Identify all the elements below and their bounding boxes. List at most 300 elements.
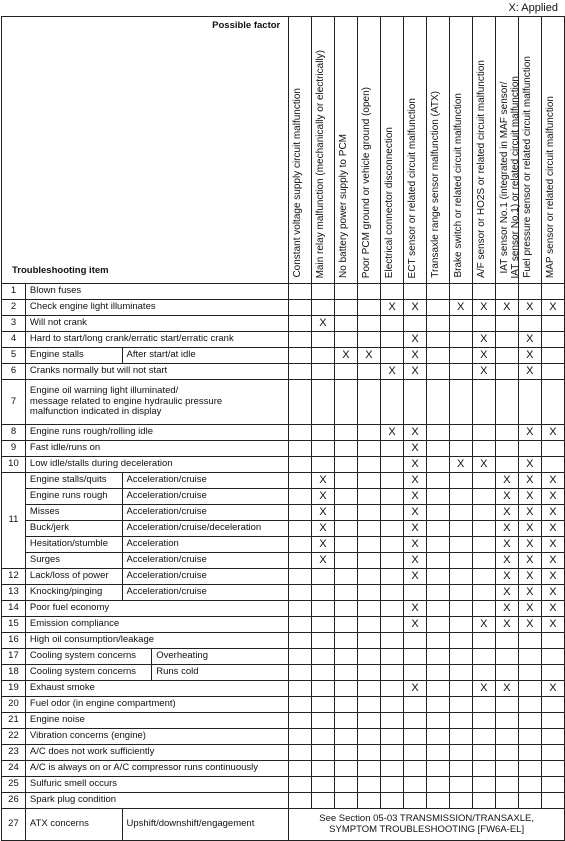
factor-cell: X <box>380 300 403 316</box>
factor-cell <box>311 745 334 761</box>
factor-cell <box>472 601 495 617</box>
factor-cell <box>495 316 518 332</box>
factor-cell: X <box>495 601 518 617</box>
row-number: 4 <box>2 332 26 348</box>
row-number: 27 <box>2 809 26 841</box>
factor-cell <box>311 649 334 665</box>
factor-cell <box>334 713 357 729</box>
factor-cell <box>357 441 380 457</box>
factor-cell <box>311 697 334 713</box>
factor-cell <box>427 505 450 521</box>
table-row <box>2 809 565 841</box>
factor-cell <box>334 425 357 441</box>
factor-cell <box>404 633 427 649</box>
factor-cell <box>357 793 380 809</box>
factor-cell <box>289 441 312 457</box>
factor-cell <box>404 316 427 332</box>
factor-cell <box>311 681 334 697</box>
factor-cell <box>518 681 541 697</box>
factor-header <box>289 17 312 284</box>
factor-cell <box>541 380 564 425</box>
factor-cell <box>334 761 357 777</box>
factor-cell <box>518 777 541 793</box>
row-number: 8 <box>2 425 26 441</box>
factor-cell: X <box>472 681 495 697</box>
factor-label: ECT sensor or related circuit malfunction <box>407 97 419 278</box>
factor-cell <box>334 601 357 617</box>
factor-cell <box>449 585 472 601</box>
factor-cell <box>334 300 357 316</box>
factor-header <box>311 17 334 284</box>
factor-cell <box>357 425 380 441</box>
factor-cell <box>380 729 403 745</box>
possible-factor-label: Possible factor <box>212 20 281 31</box>
factor-cell <box>518 745 541 761</box>
factor-cell <box>541 649 564 665</box>
table-row <box>2 665 565 681</box>
factor-cell <box>472 777 495 793</box>
item-label: High oil consumption/leakage <box>25 633 288 649</box>
factor-cell: X <box>518 521 541 537</box>
factor-cell <box>289 380 312 425</box>
factor-cell <box>380 537 403 553</box>
factor-cell <box>449 617 472 633</box>
row-number: 12 <box>2 569 26 585</box>
factor-cell <box>380 521 403 537</box>
factor-cell <box>541 713 564 729</box>
factor-cell <box>472 697 495 713</box>
factor-cell <box>472 713 495 729</box>
factor-cell <box>541 633 564 649</box>
factor-cell <box>311 284 334 300</box>
table-row <box>2 793 565 809</box>
factor-cell <box>427 697 450 713</box>
factor-cell <box>334 729 357 745</box>
factor-header <box>495 17 521 284</box>
row-number: 3 <box>2 316 26 332</box>
factor-cell <box>495 348 518 364</box>
factor-cell <box>357 617 380 633</box>
factor-cell <box>289 761 312 777</box>
factor-cell <box>472 521 495 537</box>
factor-cell <box>495 284 518 300</box>
item-label: Lack/loss of power <box>25 569 122 585</box>
troubleshooting-item-label: Troubleshooting item <box>12 265 109 277</box>
table-row <box>2 284 565 300</box>
factor-cell <box>472 537 495 553</box>
factor-cell <box>289 364 312 380</box>
table-row <box>2 745 565 761</box>
table-row <box>2 713 565 729</box>
factor-cell: X <box>541 473 564 489</box>
factor-cell <box>289 425 312 441</box>
item-label: Hard to start/long crank/erratic start/erratic crank <box>25 332 288 348</box>
factor-cell <box>289 681 312 697</box>
factor-cell <box>495 793 518 809</box>
factor-cell <box>449 316 472 332</box>
factor-cell: X <box>541 521 564 537</box>
factor-header <box>404 17 427 284</box>
factor-cell <box>404 697 427 713</box>
factor-cell <box>427 633 450 649</box>
item-label: Surges <box>25 553 122 569</box>
factor-label: IAT sensor No.1 (integrated in MAF sensor/ IAT sensor No.1) or related circuit malfunction <box>498 75 521 278</box>
item-label: ATX concerns <box>25 809 122 841</box>
factor-cell <box>472 729 495 745</box>
header-row <box>2 17 565 284</box>
factor-cell: X <box>518 537 541 553</box>
factor-cell: X <box>518 617 541 633</box>
factor-cell <box>334 617 357 633</box>
factor-cell <box>449 364 472 380</box>
item-label: Sulfuric smell occurs <box>25 777 288 793</box>
factor-cell <box>495 761 518 777</box>
factor-cell <box>449 537 472 553</box>
factor-cell: X <box>495 505 518 521</box>
factor-label: Poor PCM ground or vehicle ground (open) <box>360 86 372 278</box>
factor-cell <box>449 649 472 665</box>
factor-cell <box>289 649 312 665</box>
factor-cell <box>289 332 312 348</box>
table-row <box>2 569 565 585</box>
factor-cell: X <box>495 521 518 537</box>
factor-cell <box>357 681 380 697</box>
factor-cell <box>334 537 357 553</box>
factor-cell <box>449 761 472 777</box>
factor-cell <box>518 284 541 300</box>
factor-cell <box>380 745 403 761</box>
factor-cell <box>427 364 450 380</box>
row-number: 25 <box>2 777 26 793</box>
table-row <box>2 380 565 425</box>
factor-cell <box>380 569 403 585</box>
factor-cell: X <box>495 617 518 633</box>
factor-cell <box>427 380 450 425</box>
factor-cell <box>289 537 312 553</box>
factor-cell: X <box>541 585 564 601</box>
factor-cell <box>427 457 450 473</box>
factor-cell <box>518 441 541 457</box>
factor-cell <box>472 745 495 761</box>
factor-cell <box>311 585 334 601</box>
factor-cell <box>427 489 450 505</box>
factor-cell <box>427 665 450 681</box>
factor-cell <box>380 793 403 809</box>
factor-cell <box>427 441 450 457</box>
factor-cell <box>334 793 357 809</box>
factor-cell <box>380 713 403 729</box>
factor-cell <box>289 665 312 681</box>
factor-cell <box>472 284 495 300</box>
factor-cell <box>518 729 541 745</box>
row-number: 18 <box>2 665 26 681</box>
item-condition: After start/at idle <box>122 348 289 364</box>
row-number: 17 <box>2 649 26 665</box>
factor-cell: X <box>518 585 541 601</box>
factor-cell: X <box>495 569 518 585</box>
factor-cell <box>357 777 380 793</box>
factor-cell <box>449 633 472 649</box>
row-number: 14 <box>2 601 26 617</box>
factor-cell <box>289 585 312 601</box>
table-row <box>2 300 565 316</box>
item-label: Cooling system concerns <box>25 665 151 681</box>
factor-cell <box>427 585 450 601</box>
factor-header <box>449 17 472 284</box>
factor-cell <box>427 332 450 348</box>
table-row <box>2 601 565 617</box>
factor-cell <box>289 729 312 745</box>
factor-label: Fuel pressure sensor or related circuit malfunction <box>521 56 533 278</box>
row-number: 7 <box>2 380 26 425</box>
factor-cell <box>404 284 427 300</box>
factor-cell <box>289 713 312 729</box>
factor-cell <box>449 473 472 489</box>
factor-cell <box>289 505 312 521</box>
factor-cell <box>541 745 564 761</box>
factor-cell <box>518 665 541 681</box>
factor-cell <box>380 316 403 332</box>
factor-cell <box>289 793 312 809</box>
factor-cell <box>472 380 495 425</box>
factor-cell <box>427 681 450 697</box>
item-label: Buck/jerk <box>25 521 122 537</box>
factor-cell <box>380 585 403 601</box>
factor-cell <box>518 649 541 665</box>
factor-cell <box>541 348 564 364</box>
factor-cell <box>380 505 403 521</box>
factor-cell: X <box>472 457 495 473</box>
factor-cell: X <box>404 521 427 537</box>
row-number: 23 <box>2 745 26 761</box>
factor-cell: X <box>518 569 541 585</box>
factor-cell <box>449 681 472 697</box>
factor-cell <box>495 633 518 649</box>
factor-cell <box>472 633 495 649</box>
factor-cell <box>380 473 403 489</box>
factor-cell <box>472 505 495 521</box>
factor-cell <box>449 348 472 364</box>
factor-cell <box>357 761 380 777</box>
factor-cell <box>289 489 312 505</box>
item-condition: Acceleration/cruise/deceleration <box>122 521 289 537</box>
factor-cell <box>311 441 334 457</box>
row-number: 22 <box>2 729 26 745</box>
factor-cell: X <box>404 441 427 457</box>
factor-cell: X <box>449 457 472 473</box>
factor-cell <box>404 729 427 745</box>
factor-cell: X <box>541 553 564 569</box>
factor-cell <box>289 777 312 793</box>
factor-cell <box>311 569 334 585</box>
factor-cell: X <box>404 569 427 585</box>
item-label: Engine runs rough/rolling idle <box>25 425 288 441</box>
factor-cell: X <box>311 473 334 489</box>
factor-cell <box>541 332 564 348</box>
factor-cell <box>380 332 403 348</box>
factor-label: Constant voltage supply circuit malfunction <box>292 88 304 278</box>
factor-cell <box>404 745 427 761</box>
factor-cell <box>427 425 450 441</box>
item-label: Vibration concerns (engine) <box>25 729 288 745</box>
factor-cell: X <box>518 601 541 617</box>
factor-cell <box>404 761 427 777</box>
factor-cell <box>472 441 495 457</box>
factor-cell <box>334 633 357 649</box>
item-label: A/C is always on or A/C compressor runs continuously <box>25 761 288 777</box>
item-label: Misses <box>25 505 122 521</box>
factor-cell <box>541 457 564 473</box>
factor-cell: X <box>311 489 334 505</box>
factor-header <box>357 17 380 284</box>
table-row <box>2 332 565 348</box>
factor-cell <box>427 745 450 761</box>
factor-cell: X <box>541 425 564 441</box>
factor-cell <box>334 364 357 380</box>
factor-cell <box>380 284 403 300</box>
factor-cell <box>427 300 450 316</box>
factor-cell <box>449 553 472 569</box>
factor-cell: X <box>541 300 564 316</box>
factor-cell: X <box>334 348 357 364</box>
factor-cell <box>472 665 495 681</box>
factor-cell: X <box>404 681 427 697</box>
factor-cell: X <box>472 617 495 633</box>
item-label: Emission compliance <box>25 617 288 633</box>
item-label: Engine oil warning light illuminated/ message related to engine hydraulic pressure malfunction indicated in display <box>25 380 288 425</box>
factor-cell <box>357 537 380 553</box>
factor-cell: X <box>404 617 427 633</box>
row-number: 10 <box>2 457 26 473</box>
factor-label: Main relay malfunction (mechanically or electrically) <box>314 49 326 278</box>
factor-cell <box>289 284 312 300</box>
row-number: 1 <box>2 284 26 300</box>
factor-cell <box>495 665 518 681</box>
table-row <box>2 617 565 633</box>
factor-cell <box>518 633 541 649</box>
factor-cell <box>472 569 495 585</box>
factor-cell <box>541 441 564 457</box>
factor-cell: X <box>404 473 427 489</box>
factor-cell <box>311 729 334 745</box>
factor-cell <box>311 601 334 617</box>
factor-cell <box>518 316 541 332</box>
factor-label: A/F sensor or HO2S or related circuit malfunction <box>475 60 487 278</box>
factor-cell <box>334 585 357 601</box>
factor-cell <box>541 777 564 793</box>
item-condition: Acceleration/cruise <box>122 489 289 505</box>
item-condition: Acceleration/cruise <box>122 505 289 521</box>
row-number: 2 <box>2 300 26 316</box>
item-label: Spark plug condition <box>25 793 288 809</box>
factor-cell <box>334 569 357 585</box>
factor-cell <box>449 729 472 745</box>
item-condition: Overheating <box>152 649 289 665</box>
factor-cell <box>449 425 472 441</box>
item-condition: Runs cold <box>152 665 289 681</box>
factor-cell <box>334 505 357 521</box>
factor-cell <box>357 332 380 348</box>
factor-label: Transaxle range sensor malfunction (ATX) <box>430 91 442 278</box>
item-condition: Acceleration <box>122 537 289 553</box>
factor-cell <box>334 681 357 697</box>
see-section-reference: See Section 05-03 TRANSMISSION/TRANSAXLE, SYMPTOM TROUBLESHOOTING [FW6A-EL] <box>289 809 565 841</box>
factor-cell <box>472 761 495 777</box>
factor-cell <box>495 649 518 665</box>
factor-cell <box>357 457 380 473</box>
factor-cell <box>449 569 472 585</box>
factor-cell <box>357 569 380 585</box>
factor-label: Brake switch or related circuit malfunction <box>452 93 464 278</box>
factor-cell <box>427 553 450 569</box>
table-row <box>2 777 565 793</box>
factor-cell <box>404 713 427 729</box>
factor-cell: X <box>518 505 541 521</box>
factor-label: No battery power supply to PCM <box>337 134 349 278</box>
factor-cell <box>289 521 312 537</box>
factor-cell <box>357 649 380 665</box>
factor-cell <box>311 713 334 729</box>
factor-cell <box>427 649 450 665</box>
table-row <box>2 649 565 665</box>
factor-cell <box>289 348 312 364</box>
factor-cell <box>311 777 334 793</box>
factor-cell: X <box>404 300 427 316</box>
factor-header <box>380 17 403 284</box>
factor-cell: X <box>541 681 564 697</box>
table-row <box>2 473 565 489</box>
factor-cell <box>518 380 541 425</box>
table-row <box>2 489 565 505</box>
factor-cell: X <box>472 364 495 380</box>
table-row <box>2 521 565 537</box>
factor-cell <box>311 457 334 473</box>
factor-cell <box>427 521 450 537</box>
item-label: Engine stalls/quits <box>25 473 122 489</box>
factor-cell: X <box>380 425 403 441</box>
factor-cell <box>449 505 472 521</box>
factor-cell: X <box>541 569 564 585</box>
factor-cell <box>380 601 403 617</box>
row-number: 6 <box>2 364 26 380</box>
row-number: 21 <box>2 713 26 729</box>
row-number: 15 <box>2 617 26 633</box>
factor-cell <box>541 665 564 681</box>
factor-cell: X <box>495 489 518 505</box>
table-row <box>2 729 565 745</box>
factor-header <box>334 17 357 284</box>
table-row <box>2 537 565 553</box>
factor-cell <box>334 745 357 761</box>
factor-cell <box>495 713 518 729</box>
factor-cell <box>380 633 403 649</box>
factor-cell: X <box>518 348 541 364</box>
factor-cell: X <box>404 457 427 473</box>
factor-cell: X <box>404 601 427 617</box>
factor-cell <box>357 633 380 649</box>
factor-cell <box>311 761 334 777</box>
table-row <box>2 585 565 601</box>
row-number: 19 <box>2 681 26 697</box>
factor-cell <box>334 457 357 473</box>
factor-cell <box>472 425 495 441</box>
factor-cell <box>334 489 357 505</box>
row-number: 5 <box>2 348 26 364</box>
factor-cell: X <box>518 364 541 380</box>
item-label: Exhaust smoke <box>25 681 288 697</box>
item-condition: Acceleration/cruise <box>122 553 289 569</box>
factor-cell: X <box>518 425 541 441</box>
